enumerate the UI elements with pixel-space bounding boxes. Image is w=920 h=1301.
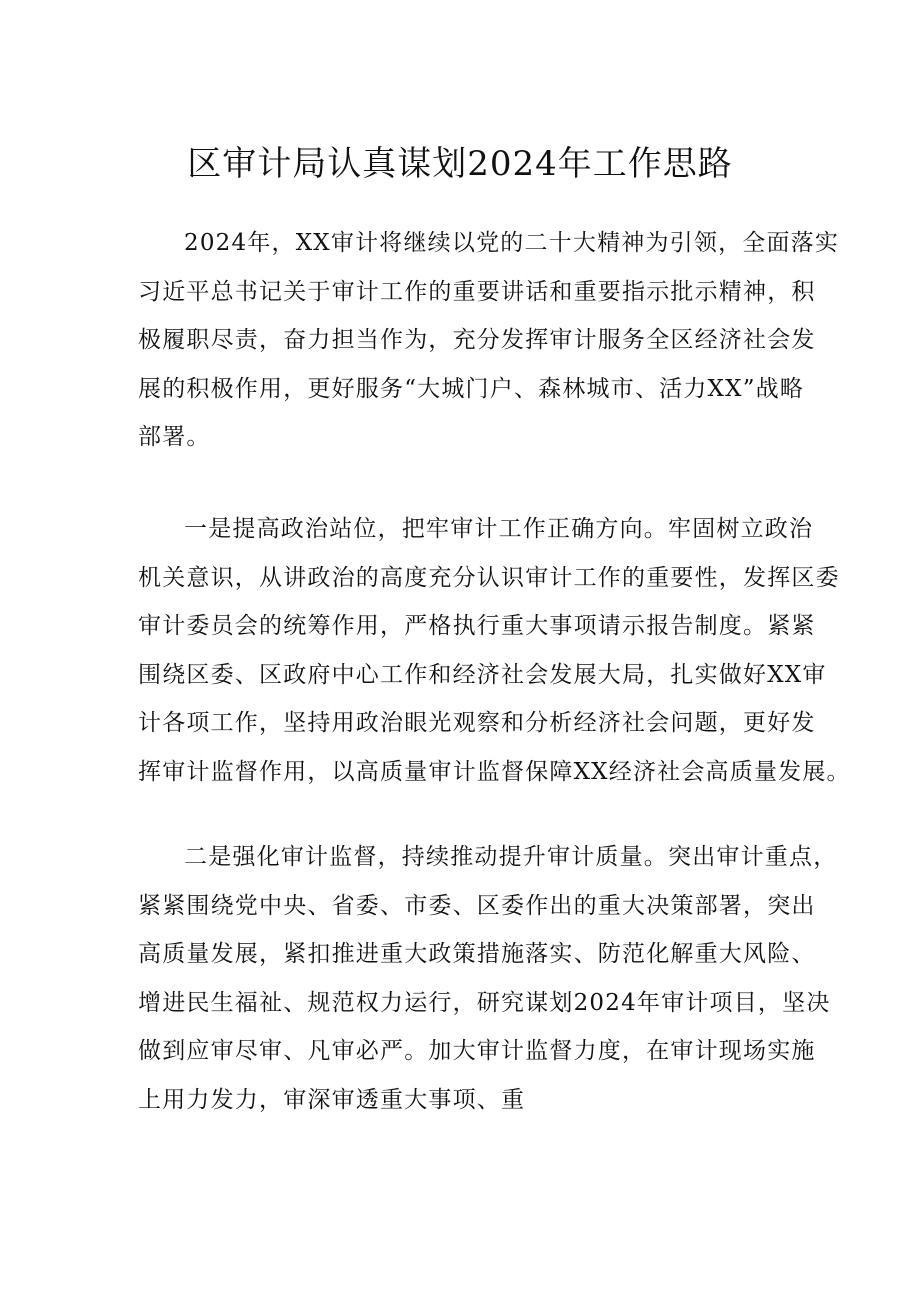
paragraph-line: 一是提高政治站位，把牢审计工作正确方向。牢固树立政治 <box>184 516 814 542</box>
paragraph-line: 二是强化审计监督，持续推动提升审计质量。突出审计重点， <box>184 844 838 870</box>
paragraph-line: 做到应审尽审、凡审必严。加大审计监督力度，在审计现场实施 <box>138 1038 816 1064</box>
paragraph-line: 高质量发展，紧扣推进重大政策措施落实、防范化解重大风险、 <box>138 941 816 967</box>
paragraph-line: 部署。 <box>138 424 211 450</box>
paragraph-line: 上用力发力，审深审透重大事项、重 <box>138 1086 526 1113</box>
paragraph-line: 增进民生福祉、规范权力运行，研究谋划2024年审计项目，坚决 <box>138 989 831 1016</box>
paragraph-line: 机关意识，从讲政治的高度充分认识审计工作的重要性，发挥区委 <box>138 564 840 591</box>
paragraph-line: 审计委员会的统筹作用，严格执行重大事项请示报告制度。紧紧 <box>138 613 816 639</box>
document-title: 区审计局认真谋划2024年工作思路 <box>187 144 733 184</box>
paragraph-section-two <box>138 833 838 1124</box>
paragraph-line: 计各项工作，坚持用政治眼光观察和分析经济社会问题，更好发 <box>138 710 816 736</box>
paragraph-line: 习近平总书记关于审计工作的重要讲话和重要指示批示精神，积 <box>138 278 816 305</box>
paragraph-line: 挥审计监督作用，以高质量审计监督保障XX经济社会高质量发展。 <box>138 758 851 785</box>
paragraph-line: 2024年，XX审计将继续以党的二十大精神为引领，全面落实 <box>184 230 840 256</box>
paragraph-intro <box>138 219 840 462</box>
paragraph-section-one <box>138 505 851 796</box>
paragraph-line: 展的积极作用，更好服务“大城门户、森林城市、活力XX”战略 <box>138 375 805 402</box>
paragraph-line: 紧紧围绕党中央、省委、市委、区委作出的重大决策部署，突出 <box>138 892 816 919</box>
paragraph-line: 极履职尽责，奋力担当作为，充分发挥审计服务全区经济社会发 <box>138 327 816 353</box>
paragraph-line: 围绕区委、区政府中心工作和经济社会发展大局，扎实做好XX审 <box>138 661 827 688</box>
